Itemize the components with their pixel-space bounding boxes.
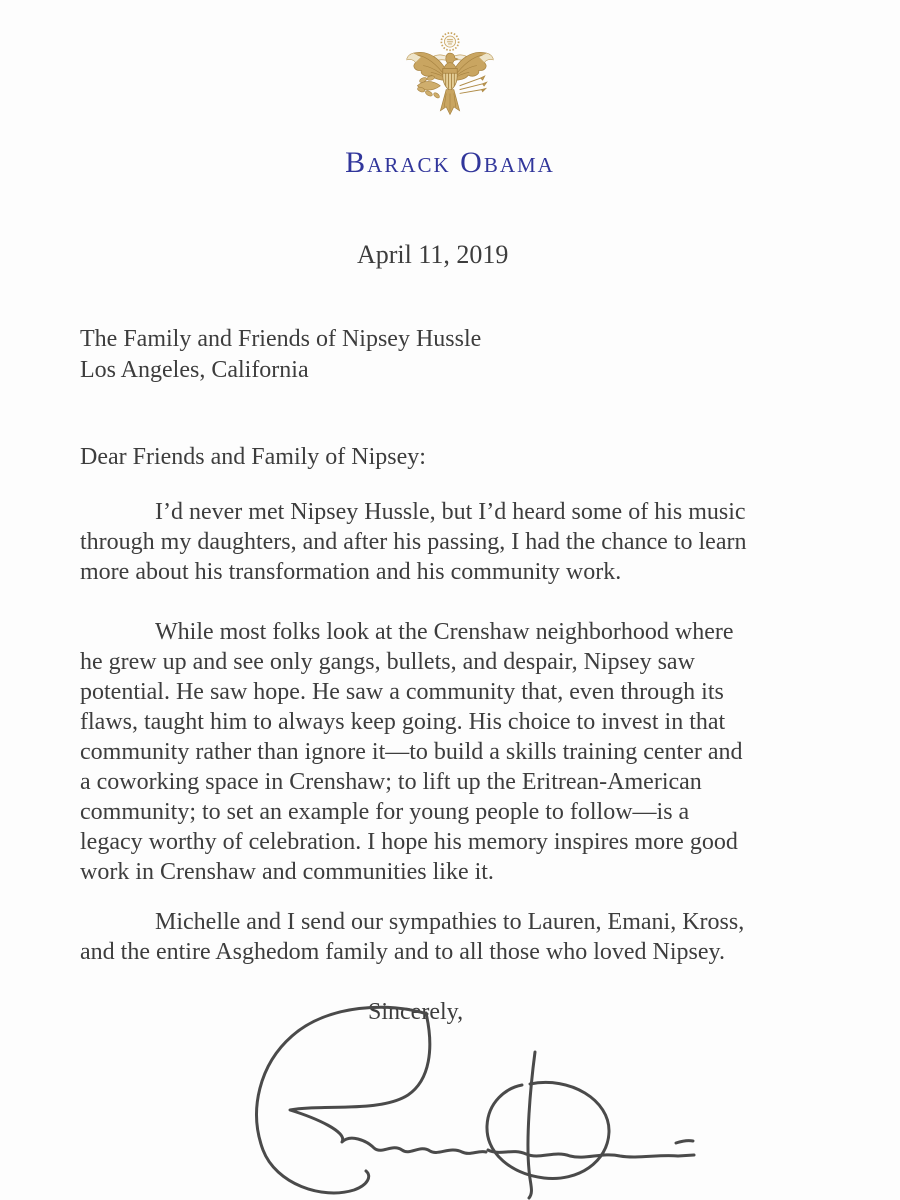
recipient-block — [80, 324, 900, 386]
letter-date: April 11, 2019 — [357, 240, 509, 269]
letterhead — [15, 0, 885, 180]
recipient-line-1: The Family and Friends of Nipsey Hussle — [80, 326, 482, 352]
body-paragraph-2: While most folks look at the Crenshaw neighborhood where he grew up and see only gangs, bullets, and despair, Nipsey saw potential. He saw hope. He saw a community that, even through its flaws, taught him to always keep going. His choice to invest in that community rather than ignore it—to build a skills training center and a coworking space in Crenshaw; to lift up the Eritrean-American community; to set an example for young people to follow—is a legacy worthy of celebration. I hope his memory inspires more good work in Crenshaw and communities like it. — [80, 619, 743, 885]
presidential-seal-icon — [402, 30, 498, 130]
salutation: Dear Friends and Family of Nipsey: — [80, 444, 426, 470]
letterhead-name: Barack Obama — [345, 146, 555, 179]
body-paragraph-1: I’d never met Nipsey Hussle, but I’d heard some of his music through my daughters, and after his passing, I had the chance to learn more about his transformation and his community work. — [80, 499, 747, 585]
recipient-line-2: Los Angeles, California — [80, 357, 309, 383]
body-paragraph-3: Michelle and I send our sympathies to Lauren, Emani, Kross, and the entire Asghedom family and to all those who loved Nipsey. — [80, 909, 745, 965]
seal-wrap — [15, 0, 885, 132]
closing: Sincerely, — [368, 999, 464, 1025]
obama-signature — [230, 1000, 730, 1200]
